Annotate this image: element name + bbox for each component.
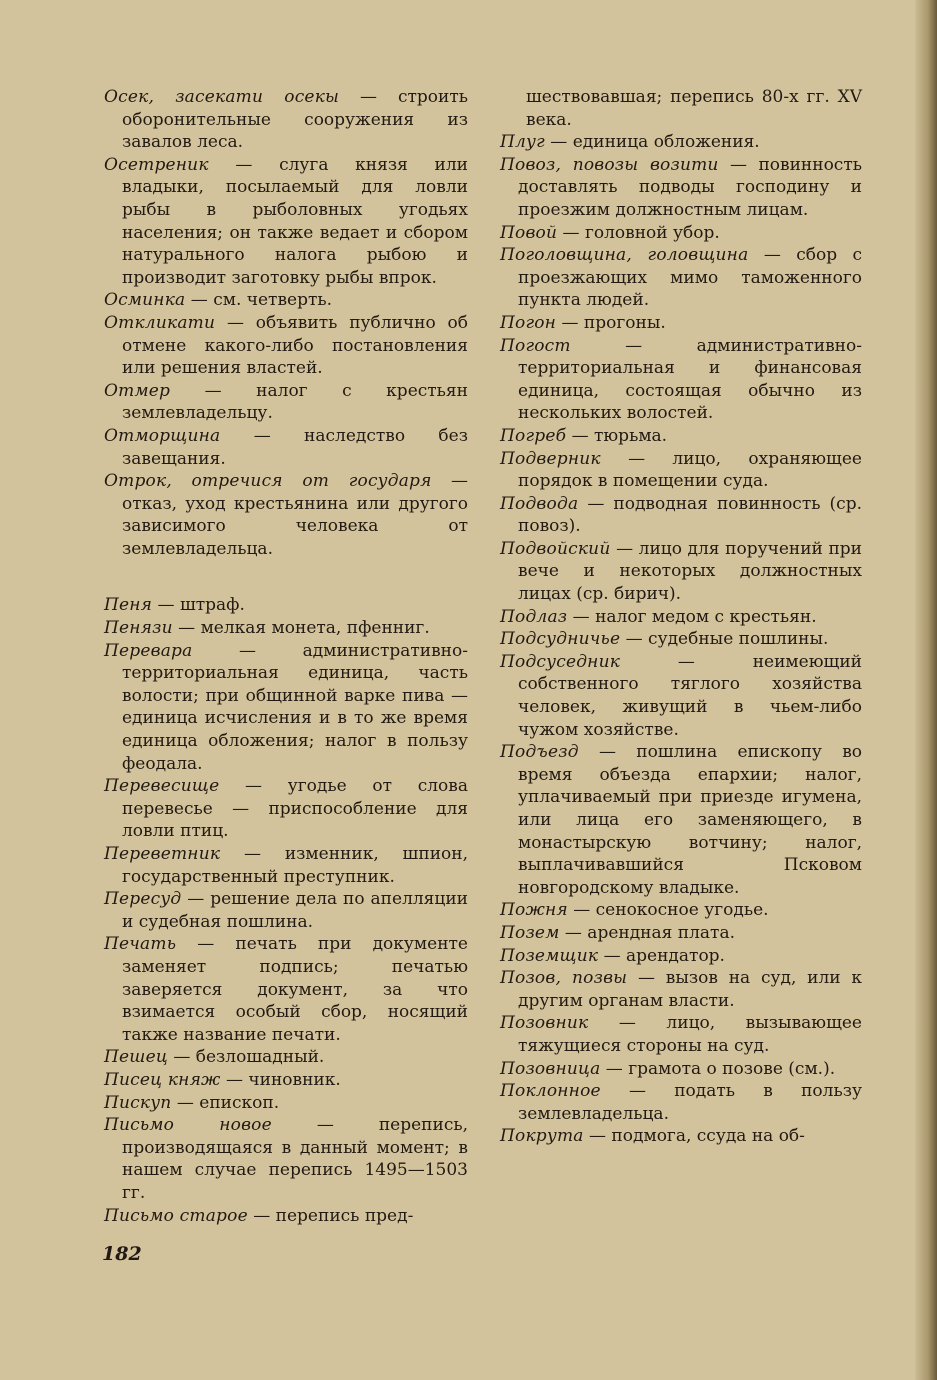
entry-term: Перевесище	[104, 776, 220, 797]
entry-term: Подвойский	[500, 538, 611, 559]
entry-continuation: шествовавшая; перепись 80-х гг. XV века.	[526, 87, 862, 130]
entry-definition: — решение дела по апелляции и судебная пошлина.	[122, 889, 468, 932]
entry-term: Повоз, повозы возити	[500, 154, 719, 175]
dictionary-entry	[104, 86, 468, 154]
dictionary-entry	[500, 922, 862, 945]
right-column	[500, 86, 862, 1148]
entry-definition: — объявить публично об отмене какого-либо постановления или решения властей.	[122, 312, 468, 379]
entry-term: Пересуд	[104, 889, 182, 910]
entry-term: Пожня	[500, 900, 568, 921]
entry-term: Осек, засекати осекы	[104, 87, 340, 107]
dictionary-entry	[104, 1069, 468, 1092]
entry-definition: — прогоны.	[556, 312, 666, 333]
dictionary-entry	[500, 741, 862, 899]
entry-definition: — слуга князя или владыки, посылаемый для ловли рыбы в рыболовных угодьях населения; он также ведает и сбором натурального налога рыбою и производит заготовку рыбы впрок.	[122, 154, 468, 288]
entry-definition: — тюрьма.	[566, 425, 668, 446]
entry-term: Писец княж	[104, 1069, 221, 1090]
dictionary-entry	[500, 312, 862, 335]
entry-definition: — лицо для поручений при вече и некоторых должностных лицах (ср. бирич).	[518, 538, 862, 605]
entry-definition: — налог медом с крестьян.	[567, 606, 817, 627]
page-number: 182	[102, 1243, 142, 1265]
entry-definition: — печать при документе заменяет подпись; печатью заверяется документ, за что взимается особый сбор, носящий также название печати.	[122, 934, 468, 1045]
dictionary-entry	[500, 651, 862, 741]
entry-definition: — арендатор.	[598, 945, 725, 966]
entry-definition: — единица обложения.	[544, 132, 760, 153]
entry-term: Позовник	[500, 1013, 589, 1034]
entry-term: Откликати	[104, 312, 216, 333]
dictionary-entry	[500, 131, 862, 154]
dictionary-entry	[500, 1125, 862, 1148]
entry-term: Поклонное	[500, 1081, 601, 1102]
dictionary-entry	[500, 538, 862, 606]
entry-definition: — наследство без завещания.	[122, 425, 468, 469]
entry-term: Печать	[104, 934, 177, 955]
entry-term: Пенязи	[104, 618, 173, 639]
entry-definition: — повинность доставлять подводы господину и проезжим должностным лицам.	[518, 154, 862, 220]
entry-term: Осминка	[104, 290, 186, 311]
entry-term: Поголовщина, головщина	[500, 245, 749, 266]
dictionary-entry	[500, 606, 862, 629]
entry-definition: — вызов на суд, или к другим органам власти.	[518, 968, 862, 1011]
dictionary-entry	[500, 86, 862, 131]
entry-term: Пешец	[104, 1047, 168, 1068]
entry-term: Пискуп	[104, 1092, 172, 1113]
dictionary-entry	[104, 289, 468, 312]
entry-definition: — лицо, вызывающее тяжущиеся стороны на суд.	[518, 1013, 862, 1056]
dictionary-entry	[500, 1012, 862, 1057]
entry-term: Погон	[500, 312, 557, 333]
entry-term: Подсудничье	[500, 629, 621, 650]
dictionary-entry	[104, 1205, 468, 1228]
entry-term: Поземщик	[500, 945, 599, 966]
dictionary-entry	[500, 448, 862, 493]
entry-definition: — грамота о позове (см.).	[600, 1058, 836, 1079]
entry-term: Отрок, отречися от государя	[104, 471, 432, 492]
entry-definition: — штраф.	[152, 595, 245, 616]
entry-definition: — епископ.	[171, 1092, 280, 1113]
dictionary-entry	[104, 380, 468, 425]
dictionary-entry	[104, 775, 468, 843]
entry-definition: — безлошадный.	[167, 1047, 325, 1068]
page-edge	[915, 0, 937, 1380]
entry-term: Погреб	[500, 425, 567, 446]
dictionary-entry	[500, 154, 862, 222]
dictionary-entry	[500, 1058, 862, 1081]
left-column	[104, 86, 468, 1227]
entry-term: Отморщина	[104, 425, 221, 446]
dictionary-entry	[500, 628, 862, 651]
dictionary-entry	[104, 425, 468, 470]
dictionary-entry	[500, 244, 862, 312]
entry-term: Подъезд	[500, 742, 579, 763]
entry-definition: — сенокосное угодье.	[567, 900, 769, 921]
entry-term: Позов, позвы	[500, 968, 628, 989]
entry-term: Подверник	[500, 448, 601, 469]
entry-term: Подсуседник	[500, 651, 621, 672]
entry-definition: — административно-территориальная и финансовая единица, состоящая обычно из нескольких волостей.	[518, 335, 862, 424]
entry-definition: — перепись, производящаяся в данный момент; в нашем случае перепись 1495—1503 гг.	[122, 1115, 468, 1203]
dictionary-entry	[500, 1080, 862, 1125]
entry-definition: — см. четверть.	[185, 290, 333, 311]
dictionary-entry	[104, 640, 468, 776]
dictionary-entry	[500, 425, 862, 448]
dictionary-entry	[104, 1114, 468, 1204]
entry-definition: — отказ, уход крестьянина или другого зависимого человека от землевладельца.	[122, 471, 468, 559]
entry-definition: — подводная повинность (ср. повоз).	[518, 493, 862, 537]
dictionary-entry	[104, 470, 468, 560]
dictionary-entry	[104, 843, 468, 888]
entry-definition: — подать в пользу землевладельца.	[518, 1081, 862, 1124]
dictionary-entry	[104, 933, 468, 1046]
entry-definition: — арендная плата.	[559, 922, 735, 943]
entry-definition: — сбор с проезжающих мимо таможенного пункта людей.	[518, 245, 862, 311]
dictionary-entry	[104, 1092, 468, 1115]
entry-term: Перевара	[104, 640, 193, 661]
entry-term: Покрута	[500, 1126, 584, 1147]
entry-definition: — лицо, охраняющее порядок в помещении суда.	[518, 448, 862, 492]
entry-term: Письмо новое	[104, 1115, 272, 1136]
entry-term: Письмо старое	[104, 1205, 248, 1226]
entry-term: Пеня	[104, 595, 153, 616]
entry-definition: — судебные пошлины.	[620, 629, 829, 650]
dictionary-entry	[104, 617, 468, 640]
dictionary-entry	[500, 899, 862, 922]
entry-term: Позем	[500, 922, 560, 943]
entry-definition: — изменник, шпион, государственный преступник.	[122, 844, 468, 887]
dictionary-entry	[104, 312, 468, 380]
dictionary-entry	[104, 594, 468, 617]
dictionary-entry	[500, 945, 862, 968]
entry-term: Осетреник	[104, 154, 209, 175]
dictionary-entry	[104, 154, 468, 290]
entry-term: Подвода	[500, 493, 579, 514]
entry-definition: — головной убор.	[557, 222, 720, 243]
dictionary-entry	[500, 222, 862, 245]
entry-definition: — налог с крестьян землевладельцу.	[122, 380, 468, 424]
entry-definition: — строить оборонительные сооружения из завалов леса.	[122, 87, 469, 153]
dictionary-entry	[500, 967, 862, 1012]
entry-definition: — чиновник.	[220, 1069, 341, 1090]
entry-term: Отмер	[104, 380, 171, 401]
entry-term: Плуг	[500, 132, 545, 153]
entry-definition: — пошлина епископу во время объезда епархии; налог, уплачиваемый при приезде игумена, или лица его заменяющего, в монастырскую вотчину; налог, выплачивавшийся Псковом новгородскому владыке.	[518, 742, 862, 898]
section-gap	[104, 560, 468, 594]
dictionary-entry	[500, 493, 862, 538]
entry-definition: — подмога, ссуда на об-	[583, 1126, 805, 1147]
entry-definition: — неимеющий собственного тяглого хозяйства человек, живущий в чьем-либо чужом хозяйстве.	[518, 651, 862, 740]
entry-term: Позовница	[500, 1058, 601, 1079]
entry-definition: — угодье от слова перевесье — приспособление для ловли птиц.	[122, 776, 468, 842]
entry-definition: — административно-территориальная единица, часть волости; при общинной варке пива — единица исчисления и в то же время единица обложения; налог в пользу феодала.	[122, 640, 468, 774]
entry-term: Переветник	[104, 844, 221, 864]
entry-term: Повой	[500, 222, 558, 243]
entry-term: Подлаз	[500, 606, 568, 627]
entry-definition: — перепись пред-	[247, 1205, 414, 1226]
entry-definition: — мелкая монета, пфенниг.	[172, 618, 430, 639]
dictionary-entry	[104, 888, 468, 933]
dictionary-entry	[500, 335, 862, 425]
entry-term: Погост	[500, 335, 571, 356]
dictionary-entry	[104, 1046, 468, 1069]
